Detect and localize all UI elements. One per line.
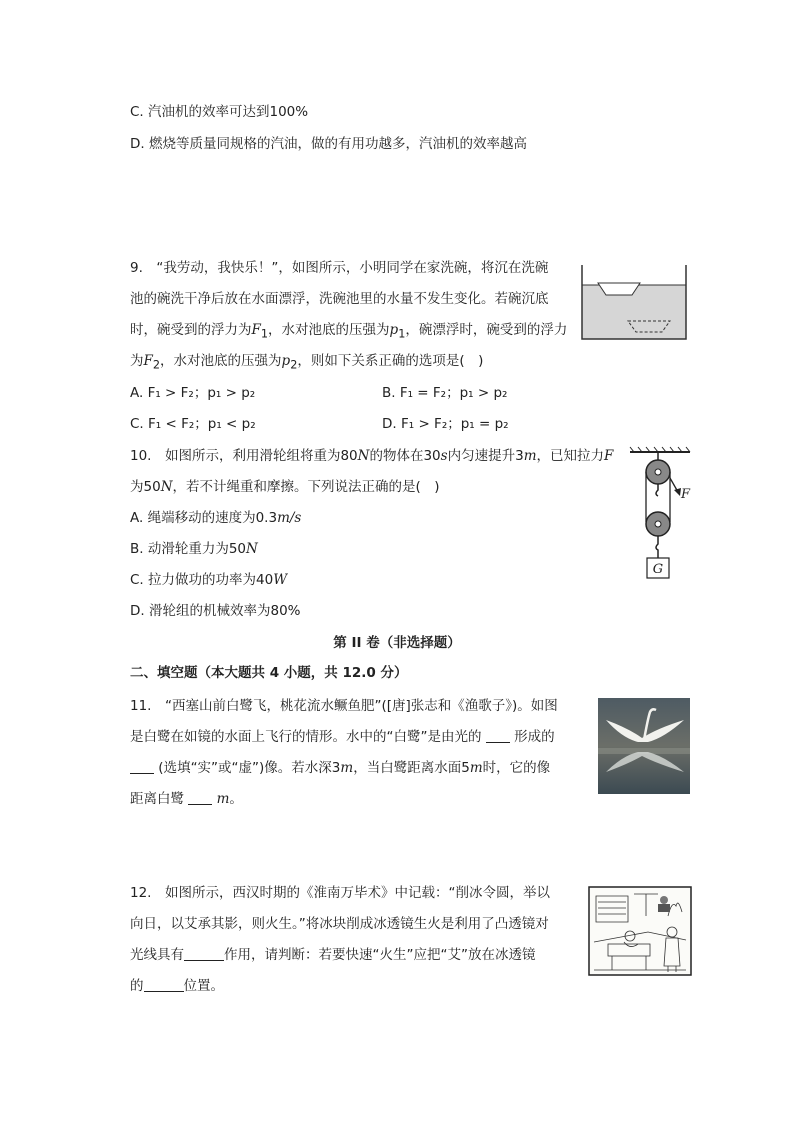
q11-blank-2[interactable] <box>130 759 154 774</box>
q9-stem-line3: 时，碗受到的浮力为$F_1$，水对池底的压强为$p_1$，碗漂浮时，碗受到的浮力 <box>130 322 568 341</box>
part2-title: 第 II 卷（非选择题） <box>333 635 461 651</box>
q10-stem-line1: 10. 如图所示，利用滑轮组将重为80N的物体在30s内匀速提升3m，已知拉力F <box>130 448 614 464</box>
q12-stem-line1: 12. 如图所示，西汉时期的《淮南万毕术》中记载：“削冰令圆，举以 <box>130 885 550 901</box>
q12-blank-2[interactable] <box>144 977 184 992</box>
q11-stem-line2: 是白鹭在如镜的水面上飞行的情形。水中的“白鹭”是由光的 形成的 <box>130 729 555 745</box>
q8-option-c: C. 汽油机的效率可达到100% <box>130 104 309 120</box>
q9-option-c: C. F₁ < F₂；p₁ < p₂ <box>130 416 256 432</box>
upper-hook <box>656 484 658 496</box>
q9-stem-line4: 为$F_2$，水对池底的压强为$p_2$，则如下关系正确的选项是( ) <box>130 353 484 372</box>
lower-hook <box>656 536 658 558</box>
q10-option-c: C. 拉力做功的功率为40W <box>130 572 288 588</box>
floating-bowl <box>598 283 640 295</box>
q12-stem-line4: 的 位置。 <box>130 978 224 994</box>
q10-option-b: B. 动滑轮重力为50N <box>130 541 258 557</box>
q11-blank-1[interactable] <box>486 728 510 743</box>
q12-stem-line3: 光线具有 作用，请判断：若要快速“火生”应把“艾”放在冰透镜 <box>130 947 536 963</box>
q11-stem-line3: (选填“实”或“虚”)像。若水深3m，当白鹭距离水面5m时，它的像 <box>130 758 550 778</box>
q8-option-d: D. 燃烧等质量同规格的汽油，做的有用功越多，汽油机的效率越高 <box>130 136 527 152</box>
sink-water <box>582 285 686 339</box>
q9-option-b: B. F₁ = F₂；p₁ > p₂ <box>382 385 508 401</box>
pulley-figure <box>624 446 700 582</box>
q12-stem-line2: 向日，以艾承其影，则火生。”将冰块削成冰透镜生火是利用了凸透镜对 <box>130 916 549 932</box>
egret-photo <box>598 698 690 794</box>
q10-option-d: D. 滑轮组的机械效率为80% <box>130 603 301 619</box>
q10-option-a: A. 绳端移动的速度为0.3m/s <box>130 510 302 526</box>
q9-option-d: D. F₁ > F₂；p₁ = p₂ <box>382 416 509 432</box>
weight-label: G <box>652 562 664 577</box>
force-arrow <box>674 488 681 496</box>
q10-stem-line2: 为50N，若不计绳重和摩擦。下列说法正确的是( ) <box>130 479 440 495</box>
q11-stem-line1: 11. “西塞山前白鹭飞，桃花流水鳜鱼肥”([唐]张志和《渔歌子》)。如图 <box>130 698 558 714</box>
q11-stem-line4: 距离白鹭 m。 <box>130 791 243 807</box>
ancient-illustration <box>588 886 692 976</box>
section-heading: 二、填空题（本大题共 4 小题，共 12.0 分） <box>130 665 408 681</box>
q9-option-a: A. F₁ > F₂；p₁ > p₂ <box>130 385 256 401</box>
q11-blank-3[interactable] <box>188 790 212 805</box>
q9-stem-line2: 池的碗洗干净后放在水面漂浮，洗碗池里的水量不发生变化。若碗沉底 <box>130 291 549 307</box>
q9-stem-line1: 9. “我劳动，我快乐！”，如图所示，小明同学在家洗碗，将沉在洗碗 <box>130 260 549 276</box>
force-label: F <box>681 487 691 502</box>
potted-plant <box>658 904 670 912</box>
q12-blank-1[interactable] <box>184 946 224 961</box>
sink-figure <box>578 263 690 343</box>
